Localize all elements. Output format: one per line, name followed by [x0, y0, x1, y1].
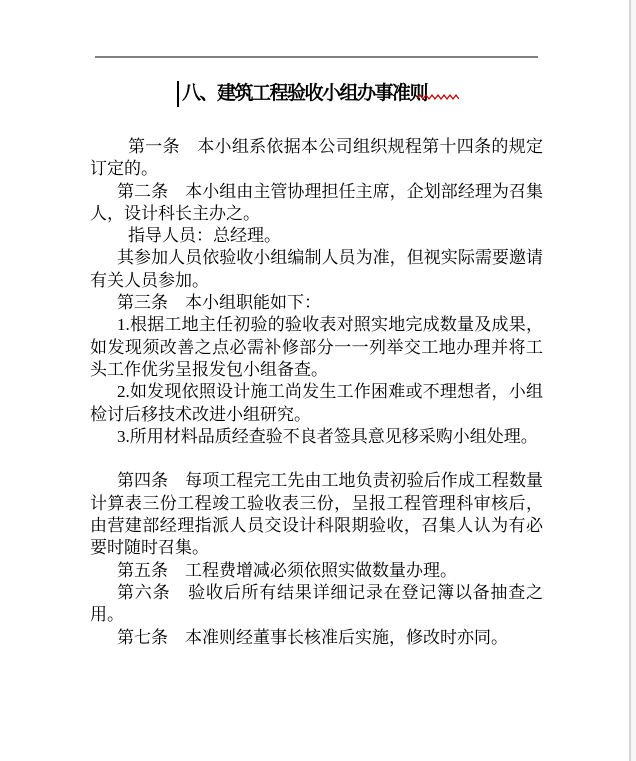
document-title[interactable]: 八、建筑工程验收小组办事准则: [182, 83, 428, 104]
paragraph[interactable]: 第五条 工程费增减必须依照实做数量办理。: [117, 560, 457, 580]
paragraph[interactable]: 第七条 本准则经董事长核准后实施，修改时亦同。: [117, 627, 508, 647]
paragraph[interactable]: 第四条 每项工程完工先由工地负责初验后作成工程数量计算表三份工程竣工验收表三份，呈报工程管理科审核后，由营建部经理指派人员交设计科限期验收，召集人认为有必要时随时召集。: [90, 471, 543, 558]
blank-line[interactable]: [90, 448, 543, 470]
paragraph[interactable]: 第二条 本小组由主管协理担任主席，企划部经理为召集人，设计科长主办之。: [90, 181, 543, 223]
spellcheck-squiggle-icon: [417, 87, 459, 105]
paragraph[interactable]: 1.根据工地主任初验的验收表对照实地完成数量及成果，如发现须改善之点必需补修部分一一列举交工地办理并将工头工作优劣呈报发包小组备查。: [90, 315, 543, 379]
paragraph[interactable]: 指导人员：总经理。: [128, 226, 281, 246]
paragraph[interactable]: 第六条 验收后所有结果详细记录在登记簿以备抽查之用。: [90, 582, 543, 625]
paragraph[interactable]: 第一条 本小组系依据本公司组织规程第十四条的规定订定的。: [90, 137, 543, 179]
paragraph[interactable]: 其参加人员依验收小组编制人员为准，但视实际需要邀请有关人员参加。: [90, 248, 543, 290]
header-separator-rule: [95, 56, 538, 58]
paragraph[interactable]: 2.如发现依照设计施工尚发生工作困难或不理想者，小组检讨后移技术改进小组研究。: [90, 382, 543, 424]
page-edge-strip: [631, 0, 636, 761]
document-body-text[interactable]: [90, 136, 543, 649]
paragraph[interactable]: 3.所用材料品质经查验不良者签具意见移采购小组处理。: [117, 426, 538, 446]
document-title-row[interactable]: [177, 81, 459, 107]
text-cursor: [177, 81, 179, 107]
paragraph[interactable]: 第三条 本小组职能如下：: [117, 293, 321, 313]
page-edge-line: [629, 0, 631, 761]
